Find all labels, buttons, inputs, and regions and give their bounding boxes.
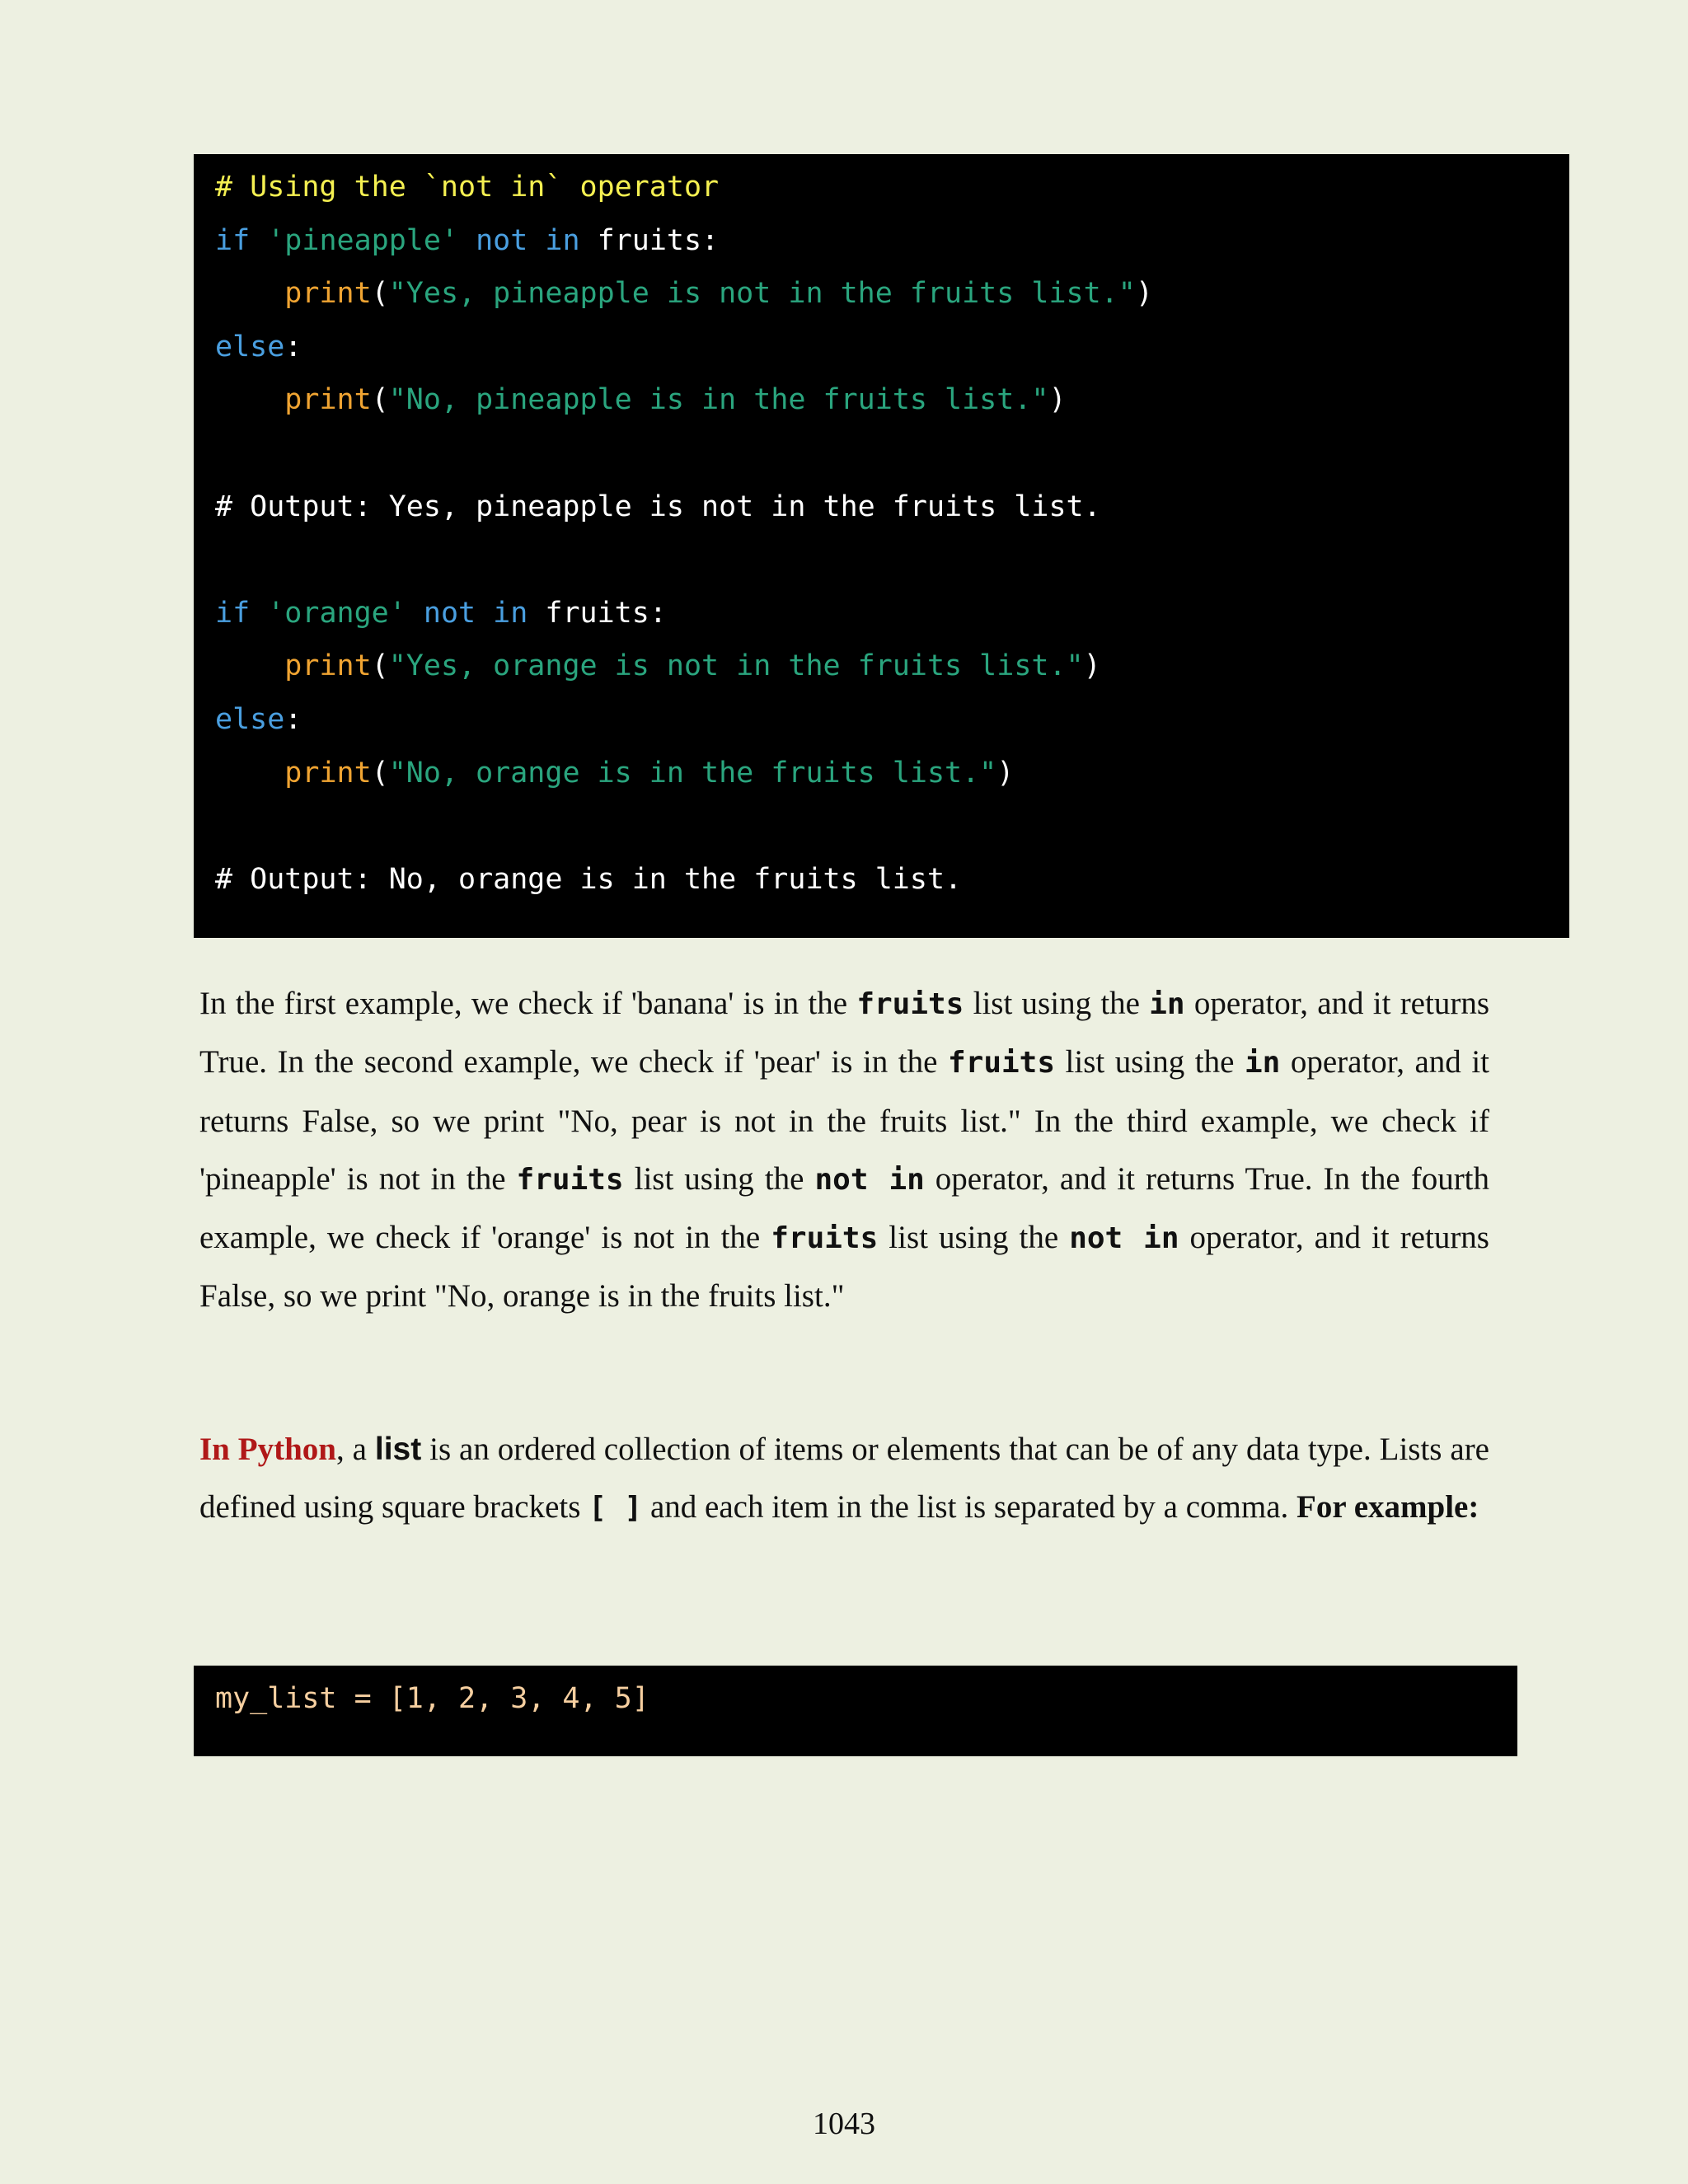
- inline-code: in: [1149, 987, 1185, 1021]
- code-line: print("No, pineapple is in the fruits list."): [284, 383, 1067, 417]
- code-line: else:: [215, 702, 302, 736]
- code-line: # Output: Yes, pineapple is not in the fruits list.: [215, 490, 1101, 523]
- code-line: if 'orange' not in fruits:: [215, 596, 667, 630]
- code-line: # Using the `not in` operator: [215, 171, 720, 204]
- code-block-list-example: [194, 1666, 1517, 1756]
- inline-code: fruits: [947, 1046, 1056, 1080]
- bold-term: list: [374, 1432, 422, 1467]
- example-label: For example:: [1296, 1489, 1479, 1526]
- explanation-paragraph: In the first example, we check if 'banana' is in the fruits list using the in operator, and it returns True. In the second example, we check if 'pear' is in the fruits list using the in operator, and it returns False, so we print "No, pear is not in the fruits list." In the third example, we check if 'pineapple' is not in the fruits list using the not in operator, and it returns True. In the fourth example, we check if 'orange' is not in the fruits list using the not in operator, and it returns False, so we print "No, orange is in the fruits list.": [199, 986, 1490, 1315]
- inline-code: fruits: [516, 1162, 624, 1197]
- code-line-blank: [215, 799, 1569, 853]
- code-block-not-in: [194, 154, 1569, 938]
- code-line: else:: [215, 330, 302, 363]
- code-line: print("No, orange is in the fruits list."): [284, 756, 1015, 790]
- code-line: print("Yes, orange is not in the fruits list."): [284, 649, 1101, 683]
- code-line-blank: [215, 427, 1569, 480]
- inline-code: not in: [814, 1162, 925, 1197]
- inline-code: fruits: [856, 987, 964, 1021]
- inline-code: in: [1244, 1046, 1281, 1080]
- inline-code: not in: [1069, 1221, 1179, 1256]
- code-line: print("Yes, pineapple is not in the fruits list."): [284, 277, 1153, 311]
- inline-code: fruits: [771, 1221, 879, 1256]
- list-definition-paragraph: In Python, a list is an ordered collection of items or elements that can be of any data type. Lists are defined using square brackets [ ] and each item in the list is separated by a comma. For example:: [199, 1432, 1489, 1526]
- code-line-blank: [215, 533, 1569, 587]
- code-line: if 'pineapple' not in fruits:: [215, 223, 720, 257]
- page-number: 1043: [813, 2107, 875, 2141]
- inline-code: [ ]: [588, 1491, 643, 1526]
- code-line: # Output: No, orange is in the fruits list.: [215, 862, 963, 896]
- code-line: my_list = [1, 2, 3, 4, 5]: [215, 1682, 649, 1715]
- highlight-term: In Python: [199, 1432, 336, 1467]
